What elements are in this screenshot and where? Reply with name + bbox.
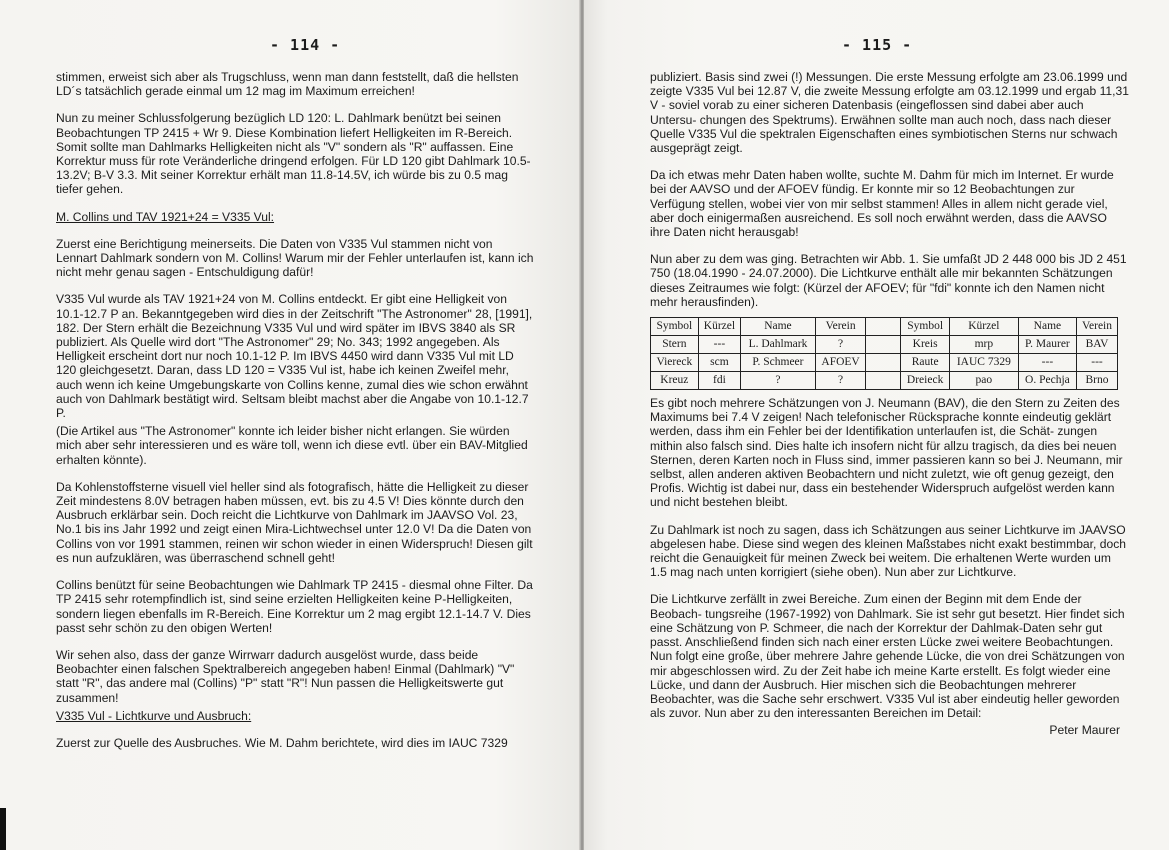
table-cell: ? bbox=[741, 372, 816, 390]
table-separator bbox=[866, 318, 901, 336]
table-cell: IAUC 7329 bbox=[949, 354, 1018, 372]
paragraph: (Die Artikel aus "The Astronomer" konnte ich leider bisher nicht erlangen. Sie würden mich aber sehr interessieren und es wäre toll, wenn ich diese evtl. über ein BAV-Mitglied erhalten könnte). bbox=[56, 424, 528, 467]
table-separator bbox=[866, 336, 901, 354]
table-cell: pao bbox=[949, 372, 1018, 390]
paragraph: stimmen, erweist sich aber als Trugschluss, wenn man dann feststellt, daß die hellsten LD´s tatsächlich gerade einmal um 12 mag im Maximum erreichen! bbox=[56, 70, 519, 99]
table-cell: L. Dahlmark bbox=[741, 336, 816, 354]
table-cell: Dreieck bbox=[901, 372, 949, 390]
table-header: Name bbox=[1018, 318, 1076, 336]
paragraph: Nun zu meiner Schlussfolgerung bezüglich LD 120: L. Dahlmark benützt bei seinen Beobachtungen TP 2415 + Wr 9. Diese Kombination liefert Helligkeiten im R-Bereich. Somit sollte man Dahlmarks Helligkeiten nicht als "V" sondern als "R" auffassen. Eine Korrektur muss für rote Veränderliche dringend erfolgen. Für LD 120 gibt Dahlmark 10.5-13.2V; B-V 3.3. Mit seiner Korrektur erhält man 11.8-14.5V, ich würde bis zu 0.5 mag tiefer gehen. bbox=[56, 111, 531, 197]
table-cell: Kreuz bbox=[651, 372, 699, 390]
table-cell: AFOEV bbox=[815, 354, 866, 372]
table-header: Verein bbox=[815, 318, 866, 336]
table-cell: BAV bbox=[1076, 336, 1117, 354]
paragraph: Da ich etwas mehr Daten haben wollte, suchte M. Dahm für mich im Internet. Er wurde bei der AAVSO und der AFOEV fündig. Er konnte mir so 12 Beobachtungen zur Verfügung stellen, wobei vier von mir selbst stammen! Alles in allem nicht gerade viel, aber doch einigermaßen ausreichend. Es soll noch erwähnt werden, dass die AAVSO ihre Daten nicht herausgab! bbox=[650, 168, 1114, 240]
table-cell: ? bbox=[815, 372, 866, 390]
table-row bbox=[651, 354, 1118, 372]
table-cell: mrp bbox=[949, 336, 1018, 354]
table-row bbox=[651, 336, 1118, 354]
table-header: Symbol bbox=[651, 318, 699, 336]
table-cell: ? bbox=[815, 336, 866, 354]
table-cell: --- bbox=[1076, 354, 1117, 372]
page-number-left: - 114 - bbox=[270, 36, 341, 54]
observer-symbol-table bbox=[650, 317, 1118, 390]
table-header: Name bbox=[741, 318, 816, 336]
left-page bbox=[0, 0, 582, 850]
paragraph: Wir sehen also, dass der ganze Wirrwarr dadurch ausgelöst wurde, dass beide Beobachter einen falschen Spektralbereich angegeben haben! Einmal (Dahlmark) "V" statt "R", das andere mal (Collins) "P" statt "R"! Nun passen die Helligkeitswerte gut zusammen! bbox=[56, 647, 515, 705]
paragraph: V335 Vul wurde als TAV 1921+24 von M. Collins entdeckt. Er gibt eine Helligkeit von 10.1-12.7 P an. Bekanntgegeben wird dies in der Zeitschrift "The Astronomer" 28, [1991], 182. Der Stern erhält die Bezeichnung V335 Vul und wird später im IBVS 3840 als SR publiziert. Als Quelle wird dort "The Astronomer" 29; No. 343; 1992 angegeben. Als Helligkeit erscheint dort nur noch 10.1-12 P. Im IBVS 4450 wird dann V335 Vul mit LD 120 gleichgesetzt. Daran, dass LD 120 = V335 Vul ist, habe ich keinen Zweifel mehr, auch wenn ich keine Umgebungskarte von Collins kenne, zumal dies wie schon erwähnt auch von Dahlmark bestätigt wird. Seltsam bleibt machst aber die Angabe von 10.1-12.7 P. bbox=[56, 292, 533, 421]
table-header: Verein bbox=[1076, 318, 1117, 336]
page-number-right: - 115 - bbox=[842, 36, 913, 54]
paragraph: publiziert. Basis sind zwei (!) Messungen. Die erste Messung erfolgte am 23.06.1999 und zeigte V335 Vul bei 12.87 V, die zweite Messung erfolgte am 03.12.1999 und ergab 11,31 V - soviel vorab zu einer sicheren Datenbasis (eingeflossen sind dabei aber auch Untersu- chungen des Spektrums). Erwähnen sollte man auch noch, dass nach dieser Quelle V335 Vul die spektralen Eigenschaften eines symbiotischen Sterns nur schwach ausgeprägt zeigt. bbox=[650, 70, 1129, 156]
paragraph: Da Kohlenstoffsterne visuell viel heller sind als fotografisch, hätte die Helligkeit zu dieser Zeit mindestens 8.0V betragen haben müssen, evt. bis zu 4.5 V! Dies könnte durch den Ausbruch erklärbar sein. Doch reicht die Lichtkurve von Dahlmark im JAAVSO Vol. 23, No.1 bis ins Jahr 1992 und zeigt einen Mira-Lichtwechsel unter 12.0 V! Da die Daten von Collins von vor 1991 stammen, reinen wir schon wieder in einen Widerspruch! Diesen gilt es nun aufzuklären, was überraschend schnell geht! bbox=[56, 479, 533, 565]
table-row bbox=[651, 372, 1118, 390]
section-heading: M. Collins und TAV 1921+24 = V335 Vul: bbox=[56, 209, 275, 224]
table-header: Kürzel bbox=[698, 318, 740, 336]
paragraph: Die Lichtkurve zerfällt in zwei Bereiche. Zum einen der Beginn mit dem Ende der Beobach- tungsreihe (1967-1992) von Dahlmark. Sie ist sehr gut besetzt. Hier findet sich eine Schätzung von P. Schmeer, die nach der Korrektur der Dahlmak-Daten sehr gut passt. Anschließend finden sich nach einer ersten Lücke zwei weitere Beobachtungen. Nun folgt eine große, über mehrere Jahre gehende Lücke, die von drei Schätzungen von mir abgeschlossen wird. Zu der Zeit habe ich meine Karte erstellt. Es folgt wieder eine Lücke, und dann der Ausbruch. Hier mischen sich die Beobachtungen mehrerer Beobachter, was die Sache sehr erschwert. V335 Vul ist aber eindeutig heller geworden als zuvor. Nun aber zu den interessanten Bereichen im Detail: bbox=[650, 592, 1125, 721]
table-cell: Raute bbox=[901, 354, 949, 372]
table-cell: fdi bbox=[698, 372, 740, 390]
table-cell: Viereck bbox=[651, 354, 699, 372]
table-cell: --- bbox=[1018, 354, 1076, 372]
table-cell: scm bbox=[698, 354, 740, 372]
paragraph: Collins benützt für seine Beobachtungen wie Dahlmark TP 2415 - diesmal ohne Filter. Da TP 2415 sehr rotempfindlich ist, sind seine erzielten Helligkeiten keine P-Helligkeiten, sondern liegen ebenfalls im R-Bereich. Eine Korrektur um 2 mag ergibt 12.1-14.7 V. Dies passt sehr schön zu den obigen Werten! bbox=[56, 578, 533, 635]
table-separator bbox=[866, 354, 901, 372]
table-header-row bbox=[651, 318, 1118, 336]
paragraph: Es gibt noch mehrere Schätzungen von J. Neumann (BAV), die den Stern zu Zeiten des Maximums bei 7.4 V zeigen! Nach telefonischer Rücksprache konnte eindeutig geklärt werden, dass ihm ein Fehler bei der Identifikation unterlaufen ist, die Schät- zungen mithin also falsch sind. Dies halte ich insofern nicht für allzu tragisch, da dies bei neuen Sternen, deren Karten noch in Fluss sind, immer passieren kann so bei J. Neumann, mir selbst, allen anderen aktiven Beobachtern und nicht zuletzt, wie oft genug gezeigt, den Profis. Wichtig ist dabei nur, dass ein bestehender Widerspruch aufgelöst werden kann und nicht bestehen bleibt. bbox=[650, 396, 1123, 510]
table-cell: --- bbox=[698, 336, 740, 354]
table-cell: P. Schmeer bbox=[741, 354, 816, 372]
table-cell: Kreis bbox=[901, 336, 949, 354]
table-header: Kürzel bbox=[949, 318, 1018, 336]
paragraph: Nun aber zu dem was ging. Betrachten wir Abb. 1. Sie umfaßt JD 2 448 000 bis JD 2 451 750 (18.04.1990 - 24.07.2000). Die Lichtkurve enthält alle mir bekannten Schätzungen dieses Zeitraumes wie folgt: (Kürzel der AFOEV; für "fdi" konnte ich den Namen nicht mehr herausfinden). bbox=[650, 252, 1127, 309]
table-header: Symbol bbox=[901, 318, 949, 336]
left-text-column bbox=[56, 70, 534, 763]
table-cell: O. Pechja bbox=[1018, 372, 1076, 390]
table-cell: P. Maurer bbox=[1018, 336, 1076, 354]
scan-edge-mark bbox=[0, 808, 6, 850]
paragraph: Zuerst eine Berichtigung meinerseits. Die Daten von V335 Vul stammen nicht von Lennart Dahlmark sondern von M. Collins! Warum mir der Fehler unterlaufen ist, kann ich nicht mehr genau sagen - Entschuldigung dafür! bbox=[56, 236, 534, 280]
paragraph: Zu Dahlmark ist noch zu sagen, dass ich Schätzungen aus seiner Lichtkurve im JAAVSO abgelesen habe. Diese sind wegen des kleinen Maßstabes nicht exakt bestimmbar, doch reicht die Genauigkeit für meinen Zweck bei weitem. Die erhaltenen Werte wurden um 1.5 mag nach unten korrigiert (siehe oben). Nun aber zur Lichtkurve. bbox=[650, 522, 1126, 580]
table-cell: Brno bbox=[1076, 372, 1117, 390]
right-page bbox=[584, 0, 1169, 850]
table-cell: Stern bbox=[651, 336, 699, 354]
author-signature: Peter Maurer bbox=[1049, 723, 1120, 738]
paragraph: Zuerst zur Quelle des Ausbruches. Wie M. Dahm berichtete, wird dies im IAUC 7329 bbox=[56, 735, 508, 750]
right-text-column bbox=[650, 70, 1130, 750]
table-separator bbox=[866, 372, 901, 390]
section-heading: V335 Vul - Lichtkurve und Ausbruch: bbox=[56, 708, 252, 723]
